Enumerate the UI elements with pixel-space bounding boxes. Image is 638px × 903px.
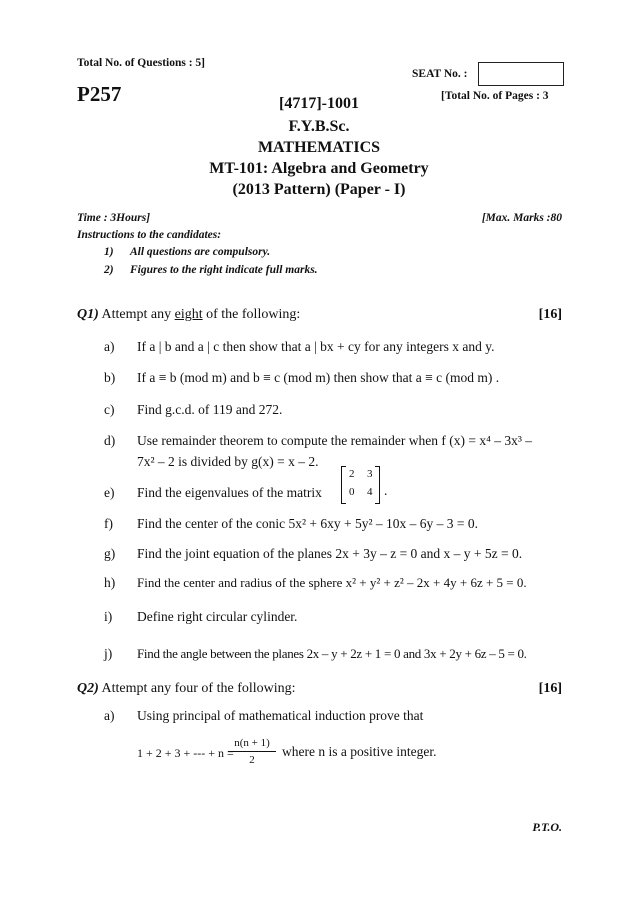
matrix-left-bracket bbox=[341, 466, 346, 504]
matrix-right-bracket bbox=[375, 466, 380, 504]
q1-item-label: j) bbox=[104, 646, 113, 661]
q1-item-label: d) bbox=[104, 433, 116, 448]
matrix-cell: 2 bbox=[349, 468, 355, 480]
total-pages: [Total No. of Pages : 3 bbox=[441, 90, 549, 102]
total-questions: Total No. of Questions : 5] bbox=[77, 57, 205, 69]
induction-fraction bbox=[228, 737, 276, 766]
q1-item-text: If a | b and a | c then show that a | bx + cy for any integers x and y. bbox=[137, 339, 495, 354]
instruction-text: All questions are compulsory. bbox=[130, 246, 271, 258]
course-title: MT-101: Algebra and Geometry bbox=[209, 160, 429, 177]
seat-no-box bbox=[478, 62, 564, 86]
q1-item-label: b) bbox=[104, 370, 116, 385]
seat-no-label: SEAT No. : bbox=[412, 68, 468, 80]
q1-item-text: If a ≡ b (mod m) and b ≡ c (mod m) then show that a ≡ c (mod m) . bbox=[137, 370, 500, 385]
q1-item-text: Use remainder theorem to compute the remainder when f (x) = x⁴ – 3x³ – bbox=[137, 433, 532, 448]
q1-item-text: Find g.c.d. of 119 and 272. bbox=[137, 402, 283, 417]
instructions-title: Instructions to the candidates: bbox=[77, 229, 222, 241]
induction-tail: where n is a positive integer. bbox=[282, 744, 437, 759]
q2-item-text: Using principal of mathematical induction prove that bbox=[137, 708, 424, 723]
induction-lhs: 1 + 2 + 3 + --- + n = bbox=[137, 746, 234, 760]
q1-item-label: a) bbox=[104, 339, 115, 354]
q1-item-text-continued: 7x² – 2 is divided by g(x) = x – 2. bbox=[137, 454, 319, 469]
matrix-cell: 3 bbox=[367, 468, 373, 480]
eigen-matrix bbox=[341, 466, 381, 502]
q1-item-text: Find the joint equation of the planes 2x + 3y – z = 0 and x – y + 5z = 0. bbox=[137, 546, 523, 561]
q1-prompt-underlined: eight bbox=[174, 307, 203, 322]
time-label: Time : 3Hours] bbox=[77, 212, 151, 224]
q1-item-text: Define right circular cylinder. bbox=[137, 609, 298, 624]
matrix-tail: . bbox=[384, 483, 388, 498]
fraction-denominator: 2 bbox=[249, 754, 255, 766]
q1-item-label: e) bbox=[104, 485, 115, 500]
pto: P.T.O. bbox=[532, 820, 562, 834]
matrix-cell: 0 bbox=[349, 486, 355, 498]
q1-item-text: Find the center and radius of the sphere x² + y² + z² – 2x + 4y + 6z + 5 = 0. bbox=[137, 575, 527, 590]
instruction-text: Figures to the right indicate full marks. bbox=[130, 264, 318, 276]
q1-item-label: f) bbox=[104, 516, 113, 531]
q1-prompt-pre: Attempt any bbox=[101, 307, 175, 322]
pattern: (2013 Pattern) (Paper - I) bbox=[232, 181, 406, 198]
fraction-numerator: n(n + 1) bbox=[228, 737, 276, 752]
matrix-cell: 4 bbox=[367, 486, 373, 498]
exam-code: [4717]-1001 bbox=[279, 95, 359, 112]
q1-item-label: i) bbox=[104, 609, 113, 624]
paper-code: P257 bbox=[77, 82, 122, 106]
degree: F.Y.B.Sc. bbox=[288, 118, 350, 135]
q1-label: Q1) bbox=[77, 307, 99, 322]
q2-label: Q2) bbox=[77, 681, 99, 696]
q2-marks: [16] bbox=[538, 681, 562, 696]
max-marks: [Max. Marks :80 bbox=[481, 212, 562, 224]
q1-item-label: g) bbox=[104, 546, 116, 561]
instruction-number: 1) bbox=[104, 246, 114, 258]
subject: MATHEMATICS bbox=[257, 139, 381, 156]
q2-prompt: Attempt any four of the following: bbox=[101, 681, 296, 696]
instruction-number: 2) bbox=[104, 264, 114, 276]
q1-marks: [16] bbox=[538, 307, 562, 322]
q1-item-label: h) bbox=[104, 575, 116, 590]
q2-item-label: a) bbox=[104, 708, 115, 723]
q2-heading bbox=[77, 681, 296, 697]
q1-item-text: Find the center of the conic 5x² + 6xy + 5y² – 10x – 6y – 3 = 0. bbox=[137, 516, 479, 531]
q1-item-text: Find the eigenvalues of the matrix bbox=[137, 485, 322, 500]
q1-item-label: c) bbox=[104, 402, 115, 417]
q1-heading bbox=[77, 307, 300, 323]
q1-prompt-post: of the following: bbox=[202, 307, 301, 322]
q1-item-text: Find the angle between the planes 2x – y + 2z + 1 = 0 and 3x + 2y + 6z – 5 = 0. bbox=[137, 646, 527, 661]
